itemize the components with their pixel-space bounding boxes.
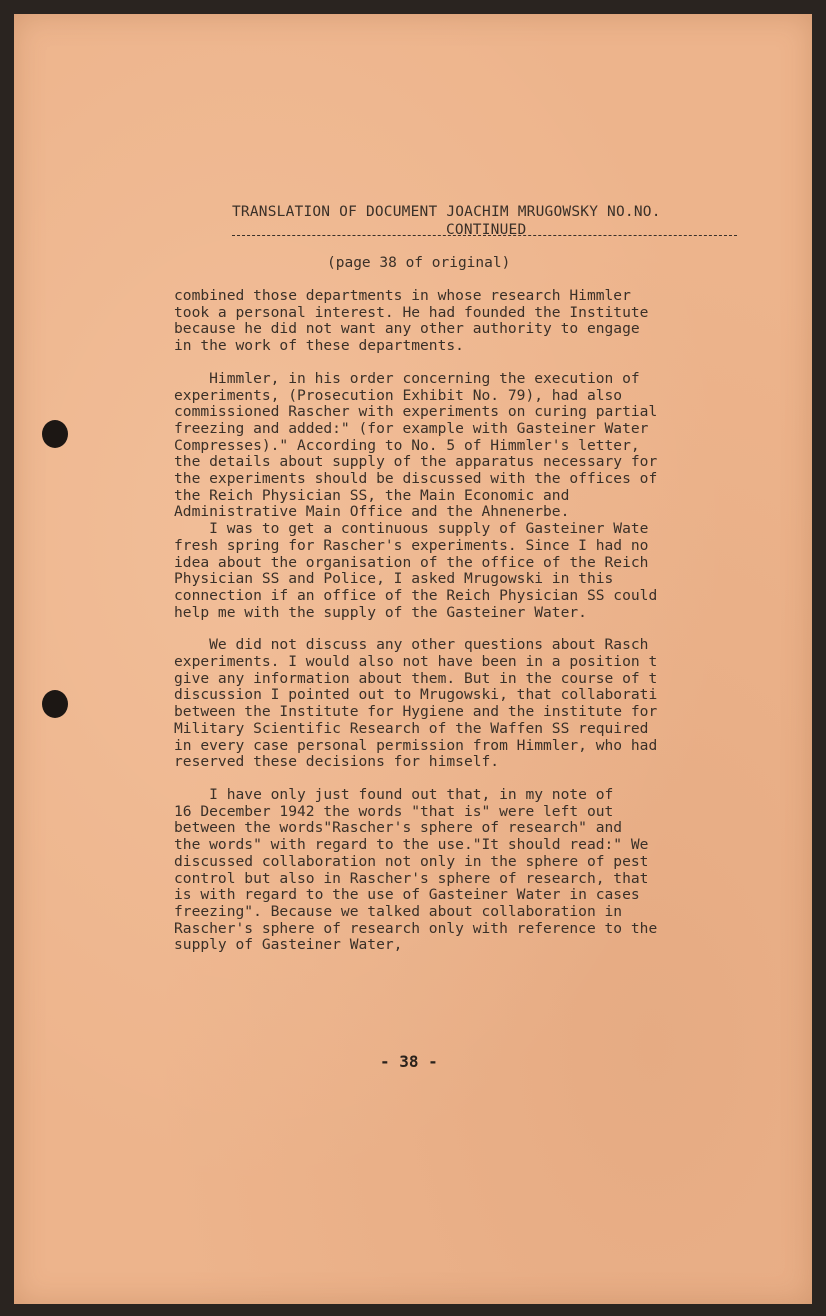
text-line: commissioned Rascher with experiments on curing partial	[174, 403, 658, 421]
text-line: Compresses)." According to No. 5 of Himmler's letter,	[174, 436, 640, 454]
heading-title: TRANSLATION OF DOCUMENT JOACHIM MRUGOWSKY NO.NO.	[232, 204, 661, 220]
text-line: is with regard to the use of Gasteiner Water in cases	[174, 886, 640, 904]
text-line: experiments, (Prosecution Exhibit No. 79), had also	[174, 386, 623, 404]
page-reference: (page 38 of original)	[327, 255, 511, 271]
text-line: took a personal interest. He had founded the Institute	[174, 303, 649, 321]
paragraph	[174, 637, 744, 771]
text-line: Himmler, in his order concerning the execution of	[174, 369, 640, 387]
paragraph	[174, 371, 744, 622]
punch-hole	[42, 420, 68, 448]
text-line: experiments. I would also not have been in a position t	[174, 653, 658, 671]
text-line: connection if an office of the Reich Physician SS could	[174, 586, 658, 604]
text-line: the Reich Physician SS, the Main Economic and	[174, 486, 570, 504]
page-number: - 38 -	[380, 1052, 438, 1071]
text-line: Military Scientific Research of the Waffen SS required	[174, 719, 649, 737]
text-line: discussed collaboration not only in the sphere of pest	[174, 852, 649, 870]
text-line: Physician SS and Police, I asked Mrugowski in this	[174, 570, 614, 588]
text-line: because he did not want any other authority to engage	[174, 320, 640, 338]
text-line: between the Institute for Hygiene and the institute for	[174, 703, 658, 721]
heading-continued: CONTINUED	[446, 222, 527, 238]
document-heading	[232, 204, 732, 252]
paragraph-gap	[174, 621, 744, 637]
text-line: give any information about them. But in the course of t	[174, 669, 658, 687]
text-line: supply of Gasteiner Water,	[174, 936, 403, 954]
text-line: help me with the supply of the Gasteiner Water.	[174, 603, 587, 621]
document-body	[174, 288, 744, 954]
paragraph	[174, 787, 744, 954]
text-line: We did not discuss any other questions about Rasch	[174, 636, 649, 654]
paragraph-gap	[174, 355, 744, 371]
text-line: discussion I pointed out to Mrugowski, that collaborati	[174, 686, 658, 704]
text-line: in every case personal permission from Himmler, who had	[174, 736, 658, 754]
text-line: control but also in Rascher's sphere of research, that	[174, 869, 649, 887]
text-line: the words" with regard to the use."It should read:" We	[174, 836, 649, 854]
text-line: fresh spring for Rascher's experiments. Since I had no	[174, 536, 649, 554]
text-line: I have only just found out that, in my note of	[174, 785, 614, 803]
text-line: between the words"Rascher's sphere of research" and	[174, 819, 623, 837]
text-line: I was to get a continuous supply of Gasteiner Wate	[174, 520, 649, 538]
paragraph	[174, 288, 744, 355]
heading-underline	[232, 235, 737, 236]
text-line: 16 December 1942 the words "that is" were left out	[174, 802, 614, 820]
text-line: Administrative Main Office and the Ahnenerbe.	[174, 503, 570, 521]
text-line: combined those departments in whose research Himmler	[174, 288, 631, 304]
text-line: in the work of these departments.	[174, 337, 464, 355]
text-line: freezing and added:" (for example with Gasteiner Water	[174, 419, 649, 437]
text-line: reserved these decisions for himself.	[174, 753, 500, 771]
text-line: idea about the organisation of the office of the Reich	[174, 553, 649, 571]
text-line: the experiments should be discussed with the offices of	[174, 470, 658, 488]
punch-hole	[42, 690, 68, 718]
text-line: the details about supply of the apparatus necessary for	[174, 453, 658, 471]
text-line: Rascher's sphere of research only with reference to the	[174, 919, 658, 937]
paragraph-gap	[174, 771, 744, 787]
text-line: freezing". Because we talked about collaboration in	[174, 902, 623, 920]
